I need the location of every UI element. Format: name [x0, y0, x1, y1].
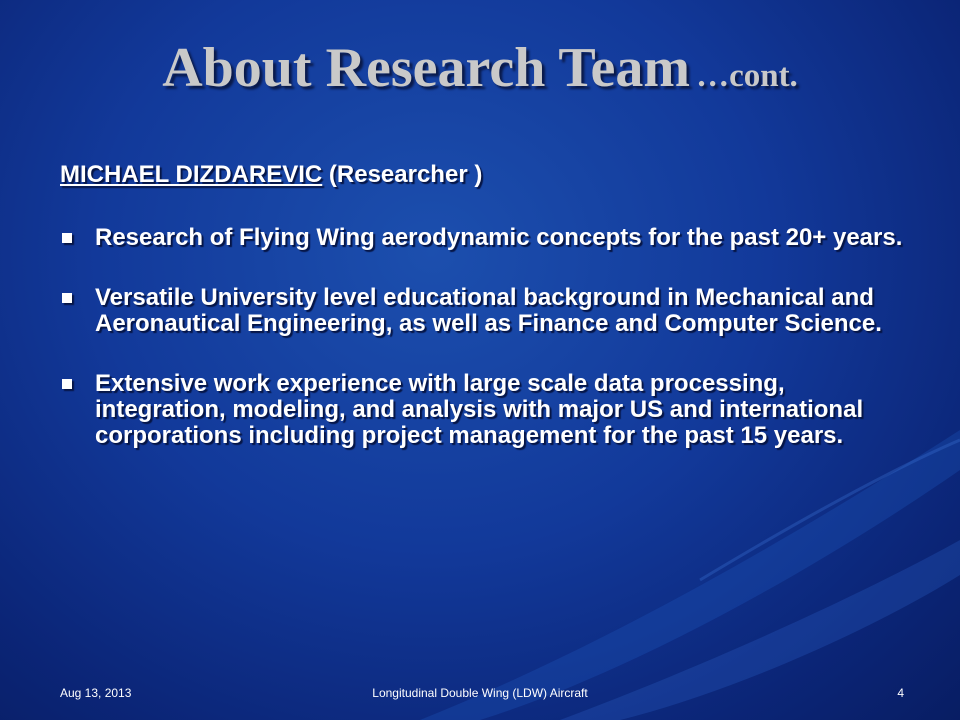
footer-date: Aug 13, 2013: [60, 686, 132, 700]
researcher-name: MICHAEL DIZDAREVIC: [60, 161, 323, 188]
bullet-text: Extensive work experience with large scale data processing, integration, modeling, and analysis with major US and international corporations including project management for the past 15 years.: [95, 370, 864, 449]
bullet-item: [60, 371, 920, 449]
bullet-item: [60, 285, 920, 337]
bullet-text: Versatile University level educational background in Mechanical and Aeronautical Engineering, as well as Finance and Computer Science.: [95, 284, 882, 337]
bullet-list: [60, 225, 920, 449]
square-bullet-icon: [62, 379, 72, 389]
bullet-text: Research of Flying Wing aerodynamic concepts for the past 20+ years.: [95, 224, 903, 251]
footer-title: Longitudinal Double Wing (LDW) Aircraft: [372, 686, 588, 700]
page-number: 4: [897, 686, 904, 700]
title-suffix: …cont.: [696, 58, 798, 94]
title-main: About Research Team: [162, 37, 691, 99]
square-bullet-icon: [62, 233, 72, 243]
researcher-heading: [60, 160, 920, 190]
bullet-item: [60, 225, 920, 251]
researcher-role: (Researcher ): [322, 161, 483, 188]
slide-title: [0, 36, 960, 100]
slide-content: [60, 160, 920, 483]
square-bullet-icon: [62, 293, 72, 303]
